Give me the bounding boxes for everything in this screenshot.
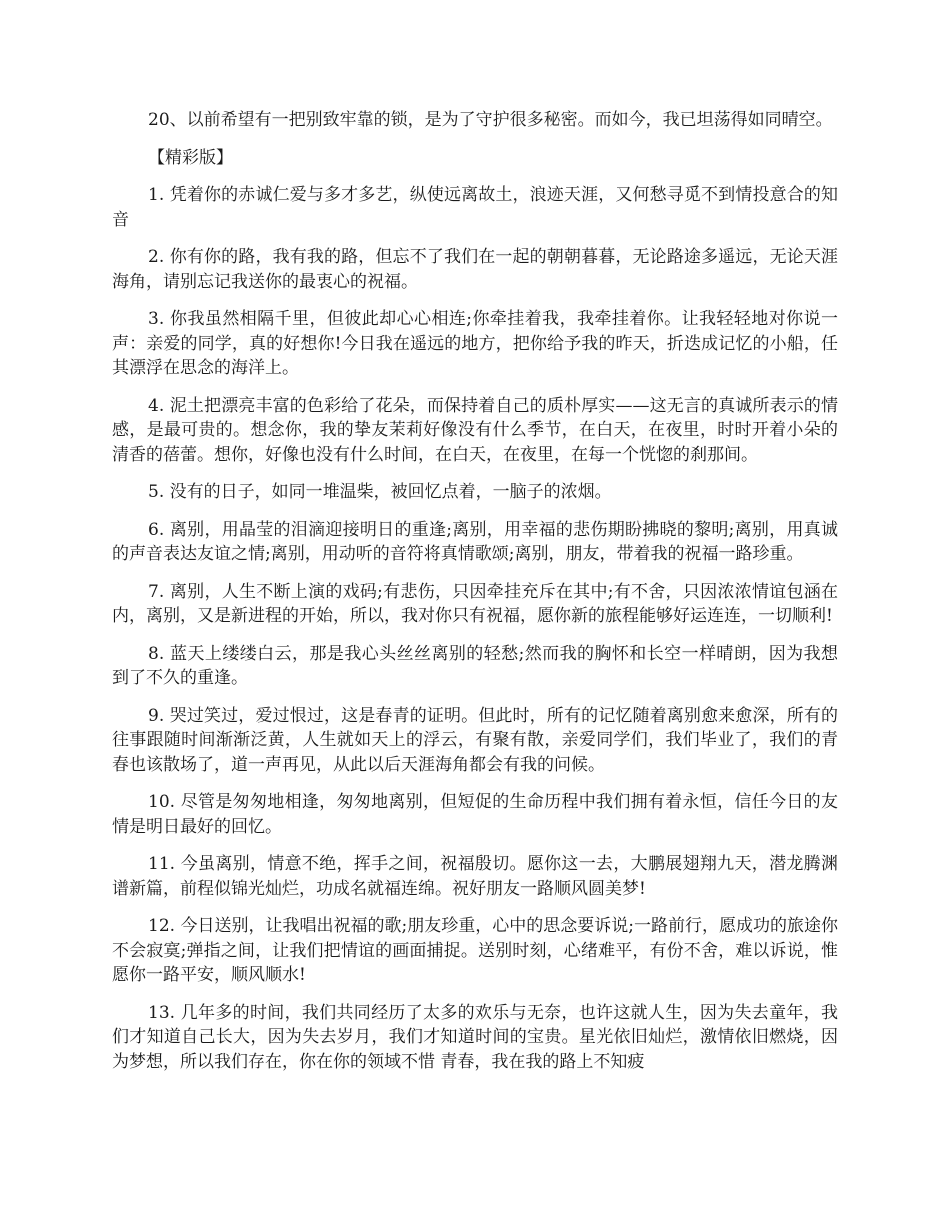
paragraph-3: 3. 你我虽然相隔千里，但彼此却心心相连;你牵挂着我，我牵挂着你。让我轻轻地对你说一声：亲爱的同学，真的好想你!今日我在遥远的地方，把你给予我的昨天，折迭成记忆的小船，任其漂浮在思念的海洋上。 <box>112 309 838 378</box>
section-title: 【精彩版】 <box>148 147 233 168</box>
intro-paragraph: 20、以前希望有一把别致牢靠的锁，是为了守护很多秘密。而如今，我已坦荡得如同晴空。 <box>148 110 833 130</box>
paragraph-6: 6. 离别，用晶莹的泪滴迎接明日的重逢;离别，用幸福的悲伤期盼拂晓的黎明;离别，用真诚的声音表达友谊之情;离别，用动听的音符将真情歌颂;离别，朋友，带着我的祝福一路珍重。 <box>112 519 838 564</box>
paragraph-5: 5. 没有的日子，如同一堆温柴，被回忆点着，一脑子的浓烟。 <box>148 482 612 502</box>
paragraph-8: 8. 蓝天上缕缕白云，那是我心头丝丝离别的轻愁;然而我的胸怀和长空一样晴朗，因为我想到了不久的重逢。 <box>112 643 838 688</box>
paragraph-1: 1. 凭着你的赤诚仁爱与多才多艺，纵使远离故土，浪迹天涯，又何愁寻觅不到情投意合的知音 <box>112 185 838 230</box>
paragraph-13: 13. 几年多的时间，我们共同经历了太多的欢乐与无奈，也许这就人生，因为失去童年，我们才知道自己长大，因为失去岁月，我们才知道时间的宝贵。星光依旧灿烂，激情依旧燃烧，因为梦想，所以我们存在，你在你的领域不惜 青春，我在我的路上不知疲 <box>112 1002 838 1072</box>
paragraph-4: 4. 泥土把漂亮丰富的色彩给了花朵，而保持着自己的质朴厚实——这无言的真诚所表示的情感，是最可贵的。想念你，我的挚友茉莉好像没有什么季节，在白天，在夜里，时时开着小朵的清香的蓓蕾。想你，好像也没有什么时间，在白天，在夜里，在每一个恍惚的刹那间。 <box>112 395 838 465</box>
paragraph-10: 10. 尽管是匆匆地相逢，匆匆地离别，但短促的生命历程中我们拥有着永恒，信任今日的友情是明日最好的回忆。 <box>112 792 838 837</box>
document-page <box>112 108 838 1087</box>
paragraph-9: 9. 哭过笑过，爱过恨过，这是春青的证明。但此时，所有的记忆随着离别愈来愈深，所有的往事跟随时间渐渐泛黄，人生就如天上的浮云，有聚有散，亲爱同学们，我们毕业了，我们的青春也该散场了，道一声再见，从此以后天涯海角都会有我的问候。 <box>112 705 838 775</box>
paragraph-7: 7. 离别，人生不断上演的戏码;有悲伤，只因牵挂充斥在其中;有不舍，只因浓浓情谊包涵在内，离别，又是新进程的开始，所以，我对你只有祝福，愿你新的旅程能够好运连连，一切顺利! <box>112 581 838 626</box>
paragraph-12: 12. 今日送别，让我唱出祝福的歌;朋友珍重，心中的思念要诉说;一路前行，愿成功的旅途你不会寂寞;弹指之间，让我们把情谊的画面捕捉。送别时刻，心绪难平，有份不舍，难以诉说，惟愿你一路平安，顺风顺水! <box>112 916 838 985</box>
paragraph-11: 11. 今虽离别，情意不绝，挥手之间，祝福殷切。愿你这一去，大鹏展翅翔九天，潜龙腾渊谱新篇，前程似锦光灿烂，功成名就福连绵。祝好朋友一路顺风圆美梦! <box>112 854 838 899</box>
paragraph-2: 2. 你有你的路，我有我的路，但忘不了我们在一起的朝朝暮暮，无论路途多遥远，无论天涯海角，请别忘记我送你的最衷心的祝福。 <box>112 247 838 292</box>
